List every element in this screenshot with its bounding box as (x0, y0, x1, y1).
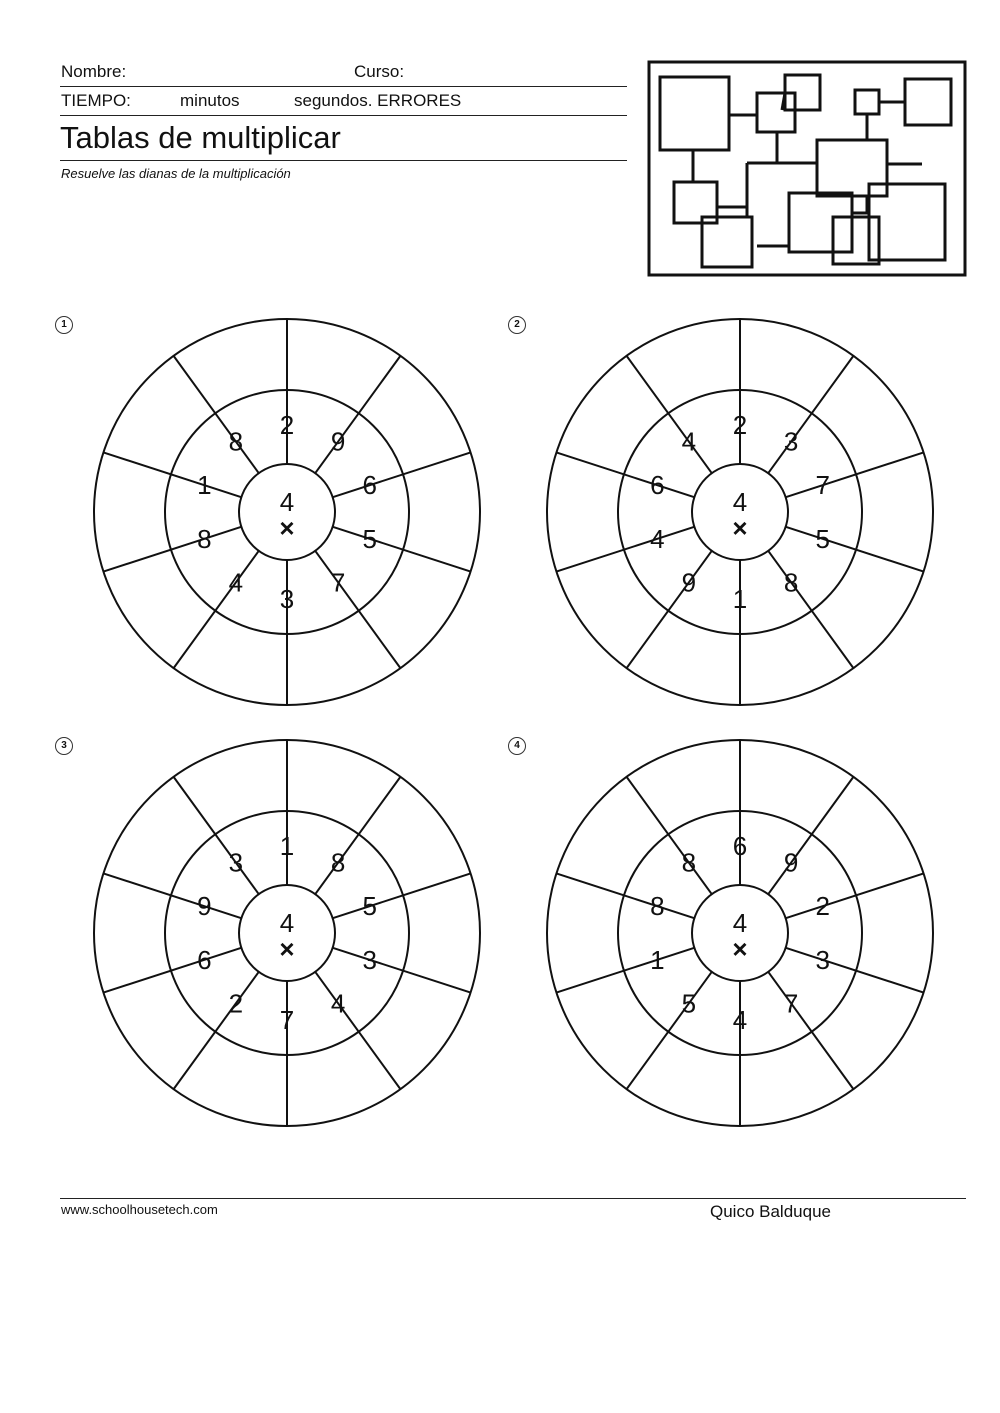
sector-number: 3 (228, 847, 244, 878)
multiply-operator: × (279, 513, 295, 543)
sector-divider (103, 873, 241, 918)
page-title: Tablas de multiplicar (60, 120, 341, 155)
sector-number: 6 (650, 470, 665, 501)
sector-divider (627, 777, 712, 894)
sector-number: 5 (362, 523, 377, 554)
sector-divider (768, 551, 853, 668)
sector-number: 8 (228, 426, 244, 457)
sector-divider (333, 948, 471, 993)
sector-divider (315, 777, 400, 894)
segundos-errores-label: segundos. ERRORES (294, 91, 462, 110)
sector-number: 4 (681, 426, 697, 457)
sector-number: 5 (681, 988, 697, 1019)
sector-number: 9 (681, 567, 697, 598)
sector-divider (315, 972, 400, 1089)
sector-divider (333, 873, 471, 918)
sector-number: 3 (783, 426, 799, 457)
sector-divider (556, 452, 694, 497)
sector-number: 2 (279, 410, 295, 440)
author-name: Quico Balduque (710, 1202, 831, 1221)
sector-number: 7 (815, 470, 830, 501)
sector-number: 3 (279, 584, 295, 614)
sector-divider (103, 948, 241, 993)
sector-number: 5 (815, 523, 830, 554)
sector-divider (174, 356, 259, 473)
tiempo-label: TIEMPO: (61, 91, 131, 110)
sector-divider (786, 873, 924, 918)
sector-number: 1 (279, 831, 295, 861)
sector-divider (768, 972, 853, 1089)
page-subtitle: Resuelve las dianas de la multiplicación (61, 166, 291, 181)
sector-divider (315, 356, 400, 473)
website-link[interactable]: www.schoolhousetech.com (61, 1202, 218, 1217)
sector-number: 2 (815, 891, 830, 922)
sector-number: 6 (197, 944, 212, 975)
minutos-label: minutos (180, 91, 240, 110)
sector-divider (627, 551, 712, 668)
sector-number: 2 (732, 410, 748, 440)
center-value: 4 (279, 908, 295, 938)
sector-number: 1 (650, 944, 665, 975)
sector-number: 1 (197, 470, 212, 501)
sector-divider (786, 527, 924, 572)
multiplication-target-4 (540, 733, 940, 1133)
multiply-operator: × (732, 513, 748, 543)
multiplication-target-3 (87, 733, 487, 1133)
sector-number: 8 (681, 847, 697, 878)
sector-number: 3 (362, 944, 377, 975)
sector-number: 9 (783, 847, 799, 878)
exercise-number-4: 4 (508, 737, 526, 755)
sector-divider (174, 972, 259, 1089)
sector-number: 6 (732, 831, 748, 861)
sector-number: 8 (783, 567, 799, 598)
sector-divider (556, 527, 694, 572)
target-graphic (87, 312, 487, 712)
sector-number: 4 (228, 567, 244, 598)
nombre-label: Nombre: (61, 62, 127, 81)
puzzle-logo (647, 60, 967, 277)
sector-number: 4 (330, 988, 346, 1019)
sector-number: 9 (330, 426, 346, 457)
multiply-operator: × (279, 934, 295, 964)
footer-line (60, 1198, 966, 1199)
multiplication-target-2 (540, 312, 940, 712)
sector-divider (103, 527, 241, 572)
sector-divider (315, 551, 400, 668)
sector-divider (556, 948, 694, 993)
target-graphic (540, 733, 940, 1133)
sector-number: 7 (330, 567, 346, 598)
sector-divider (786, 948, 924, 993)
time-line (60, 115, 627, 116)
sector-number: 7 (783, 988, 799, 1019)
sector-number: 9 (197, 891, 212, 922)
exercise-number-3: 3 (55, 737, 73, 755)
sector-number: 4 (650, 523, 665, 554)
sector-number: 3 (815, 944, 830, 975)
sector-divider (333, 527, 471, 572)
exercise-number-1: 1 (55, 316, 73, 334)
exercise-number-2: 2 (508, 316, 526, 334)
sector-divider (786, 452, 924, 497)
sector-number: 8 (330, 847, 346, 878)
sector-divider (333, 452, 471, 497)
sector-divider (174, 777, 259, 894)
sector-number: 8 (650, 891, 665, 922)
sector-divider (174, 551, 259, 668)
target-graphic (540, 312, 940, 712)
sector-number: 4 (732, 1005, 748, 1035)
sector-divider (768, 777, 853, 894)
sector-divider (627, 356, 712, 473)
sector-divider (103, 452, 241, 497)
sector-divider (627, 972, 712, 1089)
target-graphic (87, 733, 487, 1133)
sector-number: 6 (362, 470, 377, 501)
name-line (60, 86, 627, 87)
sector-number: 7 (279, 1005, 295, 1035)
center-value: 4 (279, 487, 295, 517)
sector-number: 5 (362, 891, 377, 922)
sector-divider (556, 873, 694, 918)
center-value: 4 (732, 487, 748, 517)
sector-divider (768, 356, 853, 473)
sector-number: 1 (732, 584, 748, 614)
curso-label: Curso: (354, 62, 405, 81)
multiply-operator: × (732, 934, 748, 964)
title-line (60, 160, 627, 161)
sector-number: 2 (228, 988, 244, 1019)
sector-number: 8 (197, 523, 212, 554)
center-value: 4 (732, 908, 748, 938)
multiplication-target-1 (87, 312, 487, 712)
